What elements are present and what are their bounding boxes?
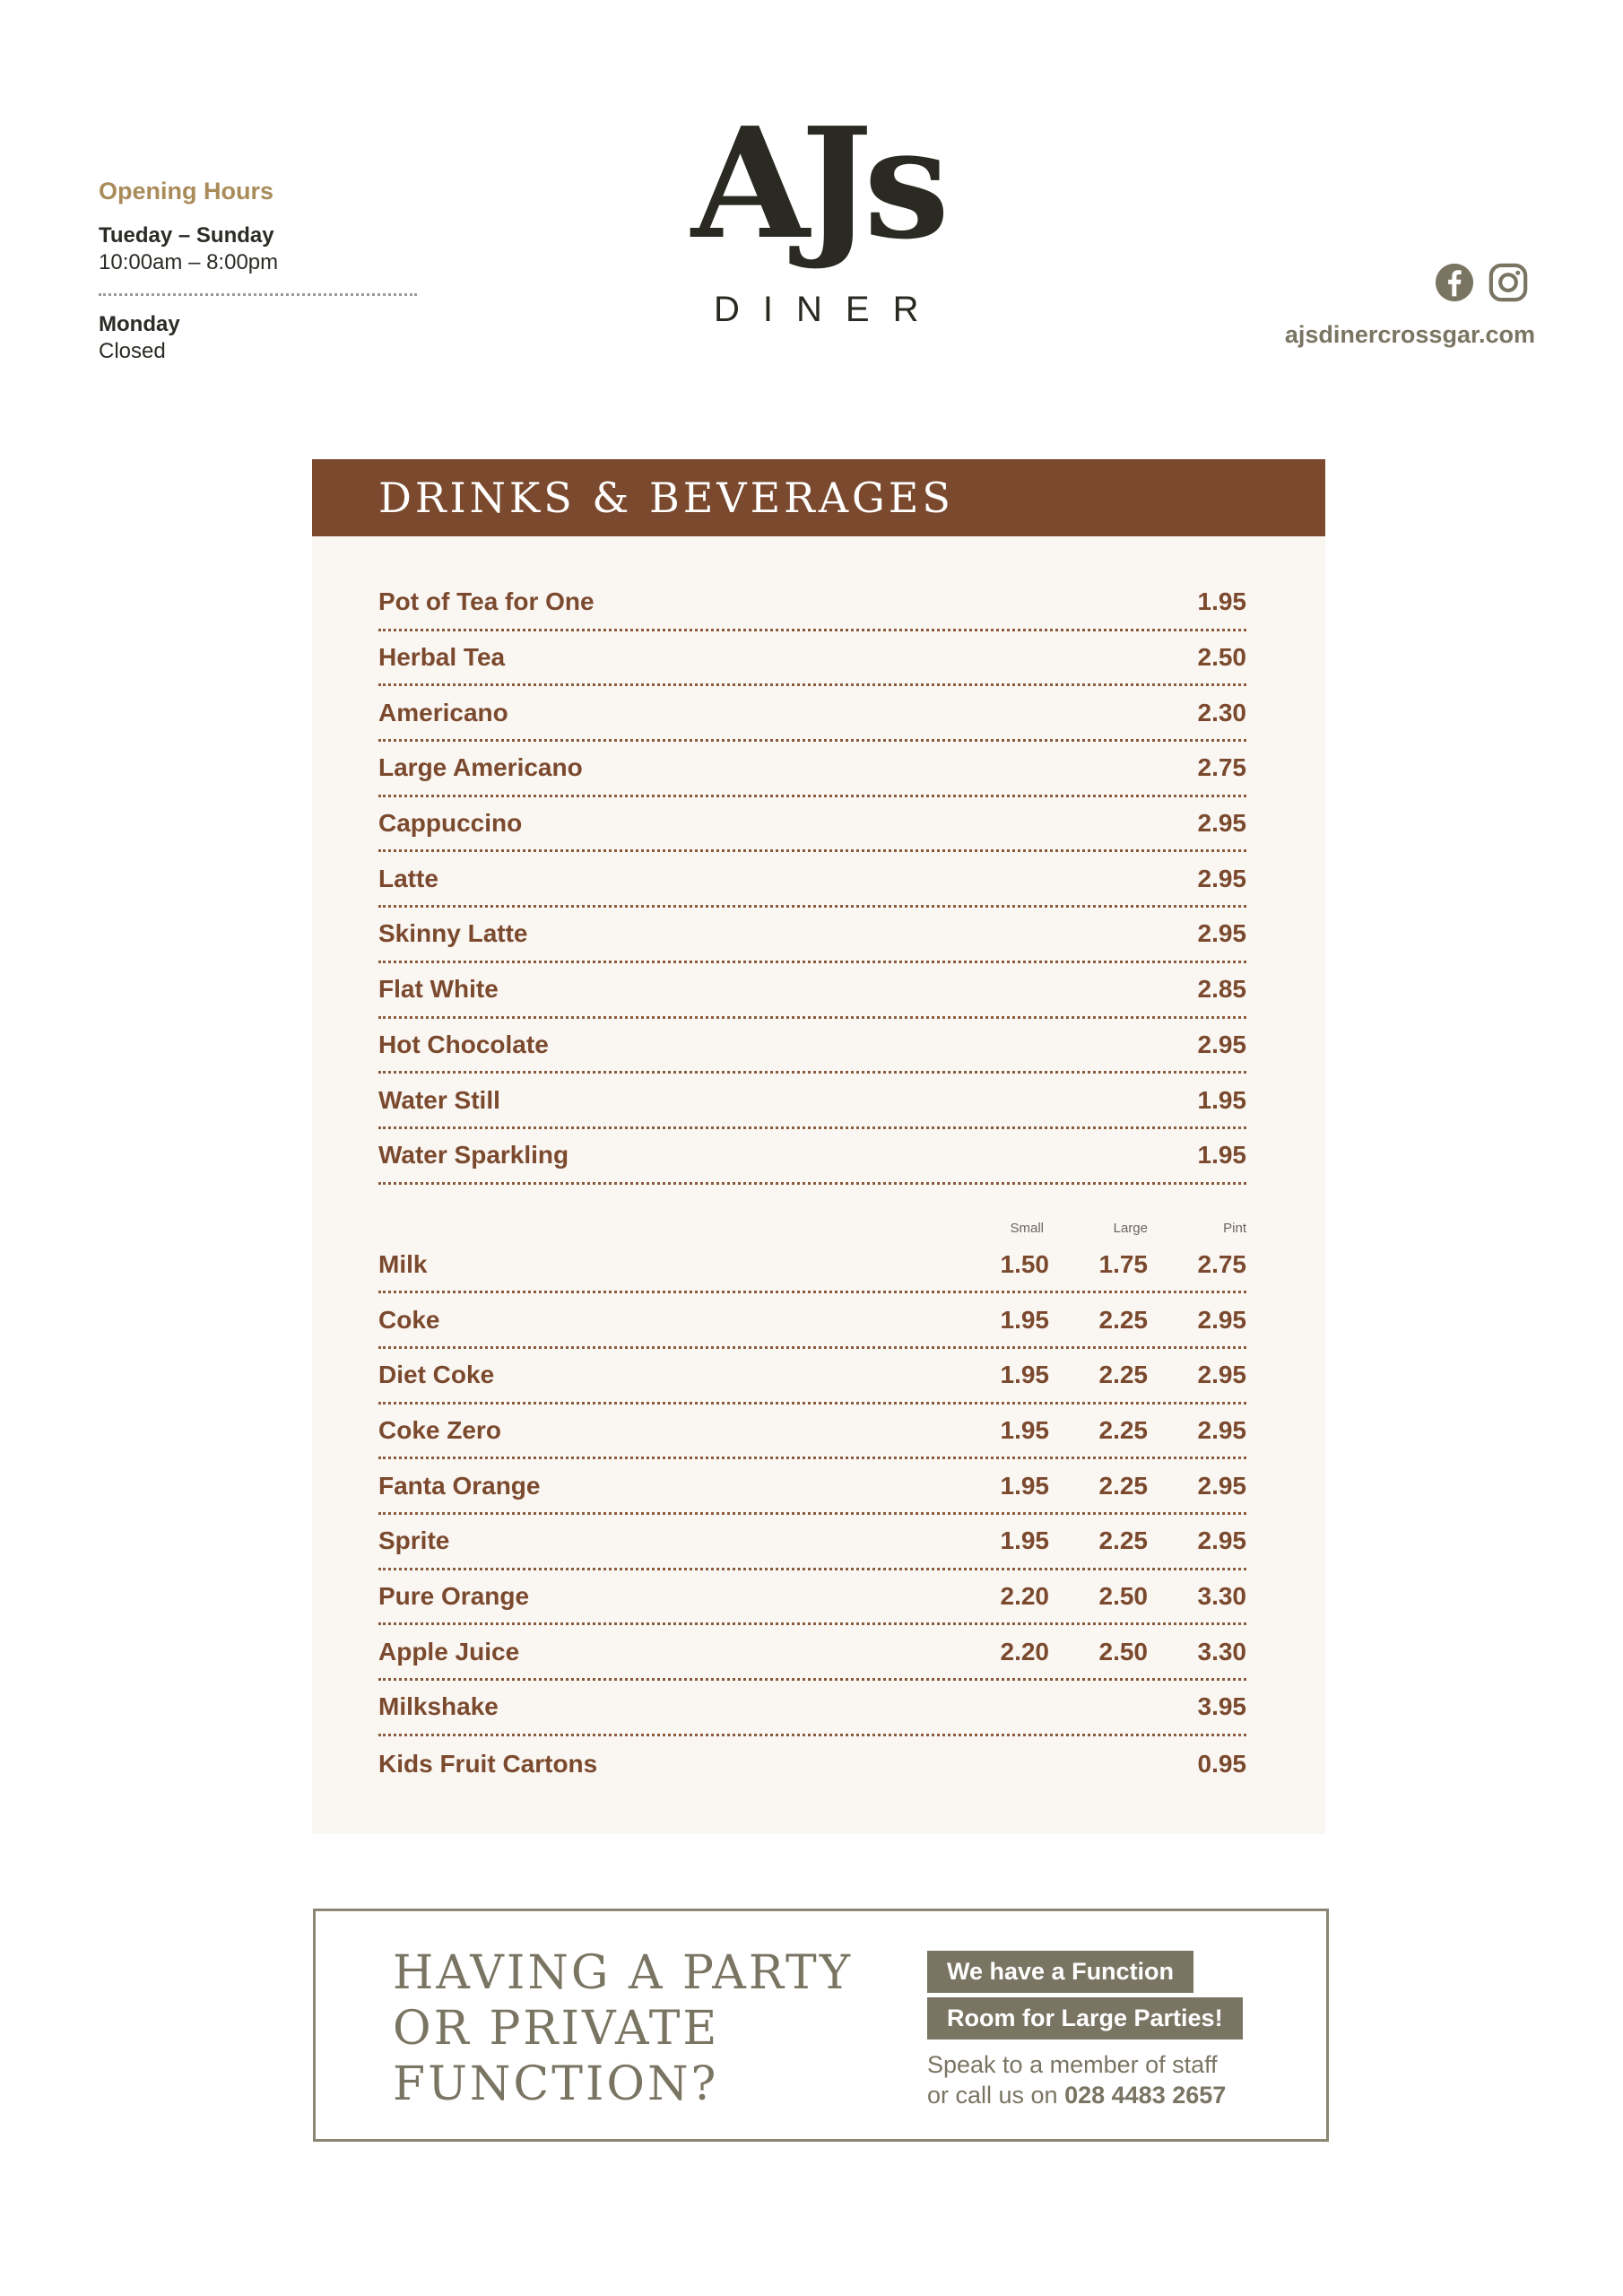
item-name: Skinny Latte [378,919,528,948]
item-price: 2.50 [1098,1637,1148,1665]
item-name: Kids Fruit Cartons [378,1749,598,1778]
item-price: 3.95 [1197,1692,1246,1721]
item-name: Water Still [378,1085,500,1114]
menu-item [378,963,1246,1019]
size-header: Large [1113,1220,1148,1236]
menu-item [378,576,1246,631]
promo-question [393,1945,853,2112]
menu-item [378,631,1246,687]
menu-item [378,1570,1246,1626]
phone-number[interactable]: 028 4483 2657 [1064,2082,1227,2109]
size-headers [378,1221,1246,1239]
item-price: 1.95 [1000,1361,1049,1389]
promo-contact [927,2049,1226,2110]
item-price: 1.50 [1000,1249,1049,1278]
spacer [378,1185,1246,1221]
item-name: Diet Coke [378,1361,495,1389]
item-price: 2.30 [1197,698,1246,726]
hours-time: 10:00am – 8:00pm [99,250,279,274]
item-name: Pot of Tea for One [378,587,595,616]
menu-item [378,1239,1246,1294]
item-name: Sprite [378,1526,450,1555]
item-name: Milk [378,1249,428,1278]
item-price: 2.95 [1197,1471,1246,1500]
item-price: 2.50 [1197,643,1246,672]
promo-tag: Room for Large Parties! [927,1997,1243,2039]
item-name: Pure Orange [378,1582,530,1611]
item-price: 1.95 [1197,587,1246,616]
item-price: 2.95 [1197,1415,1246,1444]
instagram-icon[interactable] [1488,262,1529,303]
item-name: Hot Chocolate [378,1030,549,1058]
item-price: 2.20 [1000,1637,1049,1665]
item-price: 1.95 [1197,1085,1246,1114]
item-price: 1.95 [1000,1471,1049,1500]
item-price: 2.25 [1098,1305,1148,1334]
item-price: 2.75 [1197,753,1246,782]
item-price: 2.50 [1098,1582,1148,1611]
menu-item [378,797,1246,853]
website-link[interactable]: ajsdinercrossgar.com [1284,321,1535,348]
item-price: 2.25 [1098,1471,1148,1500]
menu-item [378,908,1246,963]
promo-line: OR PRIVATE [393,2002,720,2056]
item-price: 1.95 [1197,1141,1246,1170]
item-price: 3.30 [1197,1637,1246,1665]
logo [690,94,942,336]
item-price: 3.30 [1197,1582,1246,1611]
item-price: 2.20 [1000,1582,1049,1611]
menu-item [378,852,1246,908]
item-name: Milkshake [378,1692,499,1721]
item-name: Cappuccino [378,809,523,838]
logo-subtitle: DINER [714,290,942,329]
item-name: Latte [378,864,438,892]
opening-hours [99,178,421,364]
divider [99,293,417,296]
item-name: Americano [378,698,508,726]
logo-mark: AJs [690,94,942,274]
item-price: 2.25 [1098,1361,1148,1389]
item-name: Large Americano [378,753,583,782]
promo-call: or call us on [927,2082,1058,2109]
item-price: 1.95 [1000,1526,1049,1555]
social-links [1434,262,1529,303]
item-price: 2.25 [1098,1526,1148,1555]
menu-item [378,1405,1246,1460]
menu-item [378,1074,1246,1129]
item-name: Coke Zero [378,1415,501,1444]
menu-title: DRINKS & BEVERAGES [312,459,1325,536]
item-name: Flat White [378,975,499,1004]
item-price: 2.95 [1197,1305,1246,1334]
item-price: 2.95 [1197,1030,1246,1058]
item-name: Water Sparkling [378,1141,569,1170]
item-price: 2.85 [1197,975,1246,1004]
item-price: 2.95 [1197,1526,1246,1555]
menu-item [378,1736,1246,1792]
item-price: 2.95 [1197,809,1246,838]
item-price: 2.95 [1197,864,1246,892]
item-price: 0.95 [1197,1749,1246,1778]
item-price: 2.75 [1197,1249,1246,1278]
promo-line: HAVING A PARTY [393,1946,854,2000]
size-header: Pint [1223,1220,1246,1236]
item-price: 1.95 [1000,1415,1049,1444]
menu-item [378,1293,1246,1349]
menu-item [378,742,1246,797]
promo-line: FUNCTION? [393,2057,719,2111]
item-price: 2.95 [1197,919,1246,948]
hours-day: Monday [99,312,180,336]
opening-hours-title: Opening Hours [99,178,273,204]
item-name: Coke [378,1305,440,1334]
menu-item [378,1129,1246,1185]
menu-item [378,1459,1246,1515]
promo-tag: We have a Function [927,1951,1193,1993]
menu-list [378,576,1246,1791]
item-price: 2.95 [1197,1361,1246,1389]
drinks-menu [312,459,1325,1834]
facebook-icon[interactable] [1434,262,1475,303]
item-name: Herbal Tea [378,643,506,672]
item-name: Apple Juice [378,1637,520,1665]
menu-item [378,1625,1246,1681]
promo-speak: Speak to a member of staff [927,2051,1218,2078]
item-price: 2.25 [1098,1415,1148,1444]
function-promo [313,1909,1329,2142]
item-price: 1.95 [1000,1305,1049,1334]
hours-day: Tueday – Sunday [99,223,274,248]
menu-item [378,1019,1246,1074]
menu-item [378,686,1246,742]
menu-item [378,1681,1246,1736]
item-name: Fanta Orange [378,1471,541,1500]
menu-item [378,1349,1246,1405]
menu-item [378,1515,1246,1570]
item-price: 1.75 [1098,1249,1148,1278]
size-header: Small [1010,1220,1044,1236]
hours-time: Closed [99,339,166,363]
